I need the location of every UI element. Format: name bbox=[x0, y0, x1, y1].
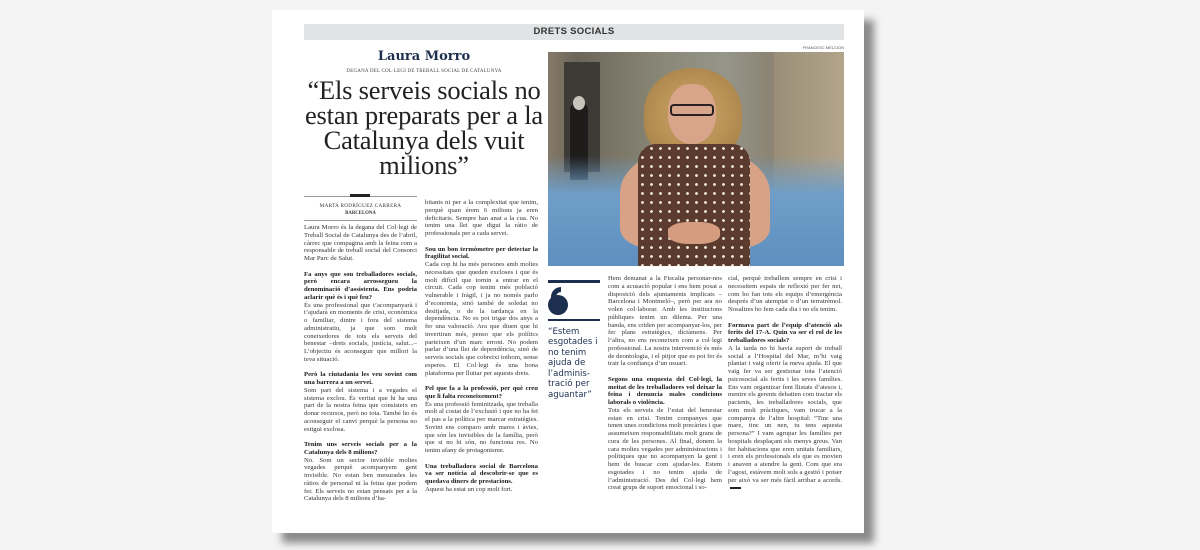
qa-block bbox=[304, 441, 417, 503]
photo-subject-hands bbox=[668, 222, 720, 244]
photo-credit: FRANCESC MELCION bbox=[802, 45, 844, 50]
pull-quote bbox=[548, 280, 602, 400]
continued-paragraph: Hem demanat a la Fiscalia personar-nos com a acusació popular i ens hem posat a disposició dels ajuntaments implicats –Barcelona i Montmeló–, però per ara no volen col·laborar. Amb les institucions públiques tenim un dilema. Per una banda, ens criden per acompanyar-los, per fer plans estratègics, dictàmens. Per l’altra, no ens reconeixen com a col·legi professional. La nostra intervenció és més de deontologia, i el pitjor que es pot fer és trair la confiança d’un usuari. bbox=[608, 275, 722, 368]
answer: És una professió feminitzada, que treballa molt al costat de l’exclusió i que no ha fet el pas a la política per marcar estratègies. Sovint ens comparo amb mares i àvies, que són les invisibles de la família, però que si no hi són, no funciona res. No tenim afany de protagonisme. bbox=[425, 400, 538, 454]
photo-background-figure-head bbox=[573, 96, 585, 110]
qa-block bbox=[425, 246, 538, 378]
text-column-2 bbox=[425, 199, 538, 501]
newspaper-page bbox=[272, 10, 864, 533]
qa-block bbox=[608, 376, 722, 492]
end-of-article-mark bbox=[730, 487, 741, 489]
photo-subject-glasses bbox=[670, 104, 714, 116]
byline-author: MARTA RODRÍGUEZ CARRERA bbox=[319, 203, 402, 209]
text-column-3 bbox=[608, 275, 722, 500]
answer: Aquest ha estat un cop molt fort. bbox=[425, 485, 513, 493]
headline: “Els serveis socials no estan preparats per a la Catalunya dels vuit milions” bbox=[305, 75, 543, 180]
quote-mark-icon bbox=[548, 287, 570, 315]
qa-block bbox=[728, 322, 842, 493]
answer: A la tarda no hi havia suport de treball social a l’Hospital del Mar, m’hi vaig plantar i vaig oferir la meva ajuda. El que vaig fer va ser gestionar tota l’atenció psicosocial als ferits i les seves famílies. Ens vam organitzar fent llistats d’atesos i, mentre els gerents debatien com tractar els pacients, les treballadores socials, que som molt pràctiques, vam trucar a la companya de l’altre hospital: “Tinc una mare, tinc un nen, tu tens aquesta persona?” I vam agrupar les famílies per hospitals desplaçant els menys greus. Van fer habitacions que eren unitats familiars, i eren els professionals els que es movien i anaven a atendre la gent. Com que era l’agost, estàvem molt sols a gestió i potser per això va ser més fàcil arribar a acords. bbox=[728, 344, 843, 484]
answer: Cada cop hi ha més persones amb moltes necessitats que queden excloses i que és molt difícil que tornin a entrar en el circuit. Cada cop tenim més població vulnerable i fràgil, i ja no només parlo d’economia, sinó també de soledat no desitjada, o de la tardança en la dependència. No es pot trigar dos anys a fer una valoració. Ara que diuen que hi invertiran més, penso que els polítics parteixen d’un marc erroni. No podem parlar d’una llei de dependència, sinó de serveis socials que cobreixi tothom, sense esperes. El Col·legi és una bona plataforma per lluitar per aquests drets. bbox=[425, 261, 538, 377]
pull-quote-rule bbox=[548, 280, 600, 283]
intro-paragraph: Laura Morro és la degana del Col·legi de Treball Social de Catalunya des de l’abril, càrrec que compagina amb la feina com a responsable de treball social del Consorci Mar Parc de Salut. bbox=[304, 224, 417, 262]
byline-city: BARCELONA bbox=[345, 211, 376, 216]
question: Formava part de l’equip d’atenció als ferits del 17-A. Quin va ser el rol de les treballadores socials? bbox=[728, 321, 842, 344]
interviewee-role: DEGANA DEL COL·LEGI DE TREBALL SOCIAL DE CATALUNYA bbox=[346, 69, 502, 74]
text-column-4 bbox=[728, 275, 842, 500]
section-label: DRETS SOCIALS bbox=[304, 24, 844, 40]
text-column-1 bbox=[304, 224, 417, 511]
photo-subject-dress bbox=[638, 144, 750, 266]
question: Pel que fa a la professió, per què creu que li falta reconeixement? bbox=[425, 385, 538, 400]
question: Tenim uns serveis socials per a la Catalunya dels 8 milions? bbox=[304, 441, 417, 456]
interviewee-name: Laura Morro bbox=[377, 49, 471, 64]
question: Una treballadora social de Barcelona va ser notícia al descobrir-se que es quedava diners de prestacions. bbox=[425, 462, 538, 485]
question: Segons una enquesta del Col·legi, la meitat de les treballadores vol deixar la feina i denuncia males condicions laborals o violència. bbox=[608, 375, 722, 406]
qa-block bbox=[425, 385, 538, 455]
question: Fa anys que sou treballadores socials, però encara arrossegueu la denominació d’assistenta. Ens podria aclarir què és i què feu? bbox=[304, 270, 417, 301]
byline-rule-bottom bbox=[304, 220, 417, 221]
qa-block bbox=[304, 271, 417, 364]
byline-mark bbox=[350, 194, 370, 197]
portrait-photo bbox=[548, 52, 844, 266]
qa-block bbox=[304, 371, 417, 433]
continued-paragraph: bitants ni per a la complexitat que tenim, perquè quan érem 6 milions ja eren deficitaris. Sempre han anat a la cua. No tenim una llei que digui la ràtio de professionals per a cada servei. bbox=[425, 199, 538, 237]
answer: És una professional que t’acompanyarà i t’ajudarà en moments de crisi, econòmica o familiar, dintre i fora del sistema administratiu, ja que som molt coneixedores de tots els serveis del benestar –drets socials, justícia, salut...– L’objectiu és aconseguir que millori la teva situació. bbox=[304, 301, 417, 363]
answer: No. Som un sector invisible moltes vegades perquè acompanyem gent invisible. No estan ben mesurades les ràtios de personal ni la feina que podem fer. Els serveis no estan pensats per a la Catalunya dels 8 milions d’ha- bbox=[304, 456, 417, 503]
pull-quote-text: “Estem esgotades i no tenim ajuda de l’adminis-tració per aguantar” bbox=[548, 326, 598, 400]
pull-quote-rule-thin bbox=[548, 319, 600, 321]
question: Però la ciutadania les veu sovint com una barrera a un servei. bbox=[304, 371, 417, 386]
continued-paragraph: cial, perquè treballem sempre en crisi i necessitem espais de reflexió per fer net, com ho fan tots els equips d’emergència després d’un atemptat o d’un terratrèmol. Nosaltres ho fem cada dia i no els tenim. bbox=[728, 275, 842, 313]
answer: Som part del sistema i a vegades el sistema exclou. És veritat que hi ha una part de la nostra feina que consisteix en donar recursos, però no tota. També ho és aconseguir el canvi perquè la persona no estigui exclosa. bbox=[304, 386, 417, 433]
qa-block bbox=[425, 463, 538, 494]
answer: Tots els serveis de l’estat del benestar estan en crisi. Tenim companyes que tenen unes condicions molt precàries i que assumeixen responsabilitats molt grans de cura de les persones. Al final, donem la cara moltes vegades per administracions i polítiques que no acompanyen la gent i hem de buscar com ajudar-les. Estem esgotades i no tenim ajuda de l’administració. Des del Col·legi hem creat grups de suport emocional i so- bbox=[608, 406, 722, 492]
question: Sou un bon termòmetre per detectar la fragilitat social. bbox=[425, 245, 538, 261]
